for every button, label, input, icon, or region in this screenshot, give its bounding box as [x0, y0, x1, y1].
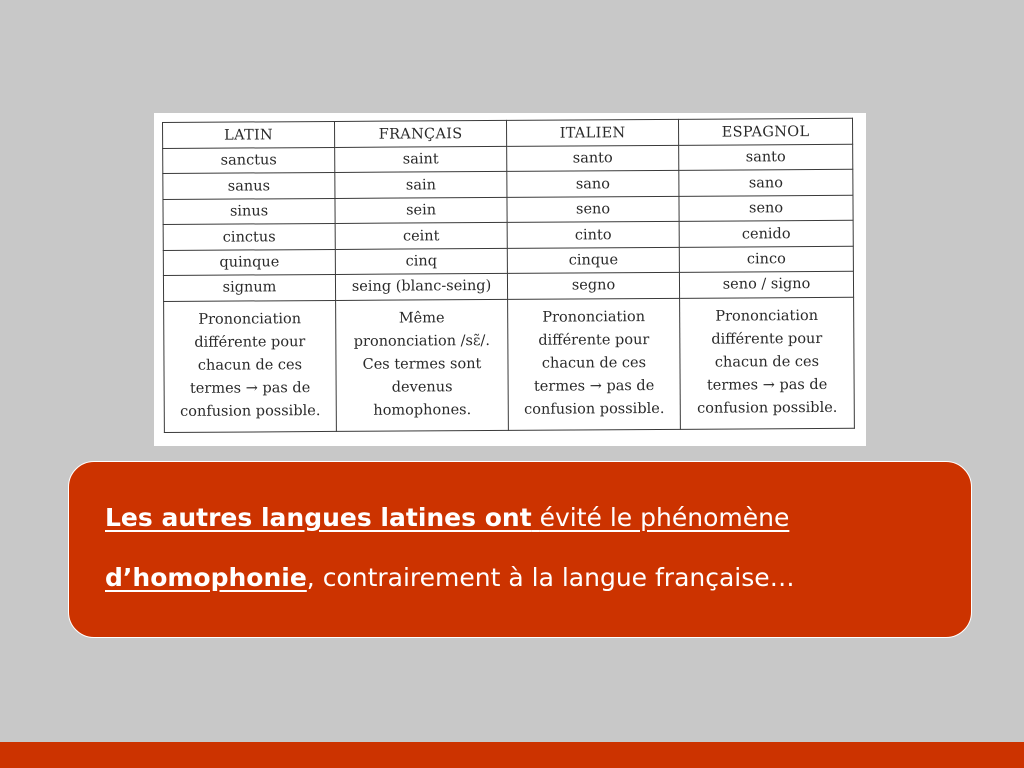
- cell-latin: sanus: [163, 173, 335, 199]
- cell-italien: segno: [507, 273, 679, 299]
- note-espagnol: Prononciation différente pour chacun de ces termes → pas de confusion possible.: [680, 297, 855, 429]
- header-francais: FRANÇAIS: [334, 120, 506, 147]
- cell-latin: sinus: [163, 198, 335, 224]
- cell-francais: sein: [335, 197, 507, 223]
- cell-espagnol: cinco: [679, 246, 853, 272]
- cell-francais: sain: [335, 172, 507, 198]
- note-francais: Même prononciation /sɛ̃/. Ces termes sont devenus homophones.: [336, 299, 509, 431]
- callout-text: [105, 488, 945, 608]
- cell-italien: cinto: [507, 222, 679, 248]
- cell-italien: sano: [507, 171, 679, 197]
- table-scan-image: [154, 113, 866, 446]
- etymology-table: [162, 118, 855, 433]
- cell-espagnol: sano: [679, 170, 853, 196]
- cell-francais: seing (blanc-seing): [335, 274, 507, 300]
- cell-francais: saint: [335, 146, 507, 172]
- cell-latin: sanctus: [163, 147, 335, 173]
- bottom-accent-bar: [0, 742, 1024, 768]
- cell-francais: cinq: [335, 248, 507, 274]
- cell-espagnol: santo: [679, 144, 853, 170]
- cell-italien: cinque: [507, 247, 679, 273]
- cell-latin: quinque: [163, 249, 335, 275]
- table-notes-row: [164, 297, 855, 433]
- conclusion-callout: [68, 461, 972, 638]
- callout-tail: , contrairement à la langue française…: [306, 563, 795, 592]
- cell-francais: ceint: [335, 223, 507, 249]
- callout-bold-lead: Les autres langues latines ont: [105, 503, 532, 532]
- callout-emphasis: évité le phénomène: [539, 503, 790, 532]
- note-latin: Prononciation différente pour chacun de ces termes → pas de confusion possible.: [164, 300, 337, 432]
- cell-latin: cinctus: [163, 224, 335, 250]
- header-italien: ITALIEN: [506, 119, 678, 146]
- cell-espagnol: seno: [679, 195, 853, 221]
- header-latin: LATIN: [163, 121, 335, 148]
- callout-bold-term: d’homophonie: [105, 563, 307, 592]
- cell-latin: signum: [163, 275, 335, 301]
- cell-espagnol: cenido: [679, 221, 853, 247]
- cell-italien: seno: [507, 196, 679, 222]
- header-espagnol: ESPAGNOL: [678, 118, 852, 145]
- cell-italien: santo: [507, 145, 679, 171]
- note-italien: Prononciation différente pour chacun de ces termes → pas de confusion possible.: [508, 298, 681, 430]
- cell-espagnol: seno / signo: [679, 271, 853, 297]
